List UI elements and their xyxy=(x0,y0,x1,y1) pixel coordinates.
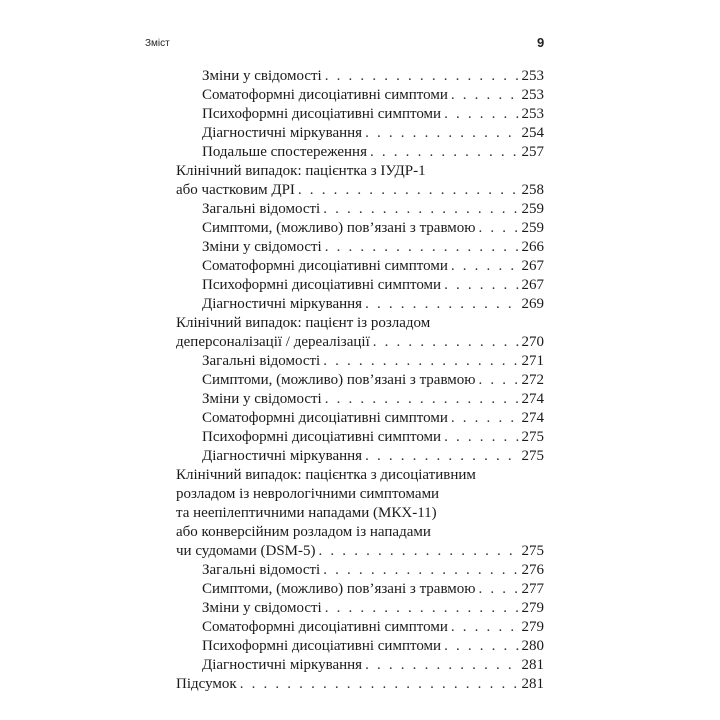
toc-dot-leader xyxy=(451,618,519,637)
toc-dot-leader xyxy=(325,238,519,257)
toc-dot-leader xyxy=(451,409,519,428)
toc-entry-page: 279 xyxy=(521,600,544,616)
toc-entry xyxy=(176,67,544,86)
toc-entry-title: або конверсійним розладом із нападами xyxy=(176,524,431,540)
toc-entry-title: Діагностичні міркування xyxy=(202,125,363,141)
toc-entry-title: Загальні відомості xyxy=(202,201,321,217)
toc-entry-title: Зміни у свідомості xyxy=(202,239,322,255)
toc-entry xyxy=(176,162,544,181)
toc-entry-title: деперсоналізації / дереалізації xyxy=(176,334,370,350)
toc-entry xyxy=(176,466,544,485)
toc-entry xyxy=(176,523,544,542)
toc-dot-leader xyxy=(444,637,518,656)
toc-entry-page: 271 xyxy=(521,353,544,369)
toc-entry-page: 274 xyxy=(521,410,544,426)
toc-entry-title: Діагностичні міркування xyxy=(202,296,363,312)
toc-entry-title: Психоформні дисоціативні симптоми xyxy=(202,638,442,654)
toc-entry-page: 275 xyxy=(521,543,544,559)
toc-dot-leader xyxy=(325,67,519,86)
toc-entry xyxy=(176,124,544,143)
toc-entry-title: Клінічний випадок: пацієнт із розладом xyxy=(176,315,431,331)
toc-dot-leader xyxy=(365,656,518,675)
toc-entry-title: Подальше спостереження xyxy=(202,144,367,160)
toc-dot-leader xyxy=(325,390,519,409)
toc-dot-leader xyxy=(325,599,519,618)
toc-dot-leader xyxy=(323,561,518,580)
toc-entry-page: 267 xyxy=(521,277,544,293)
toc-entry-page: 254 xyxy=(521,125,544,141)
toc-entry-page: 280 xyxy=(521,638,544,654)
toc-entry xyxy=(176,428,544,447)
toc-entry xyxy=(176,485,544,504)
toc-entry-title: Загальні відомості xyxy=(202,353,321,369)
page-number: 9 xyxy=(537,35,545,50)
toc-entry xyxy=(176,371,544,390)
running-head: Зміст xyxy=(145,38,170,49)
toc-entry-title: Діагностичні міркування xyxy=(202,448,363,464)
toc-dot-leader xyxy=(373,333,519,352)
toc-entry xyxy=(176,276,544,295)
toc-entry-title: Соматоформні дисоціативні симптоми xyxy=(202,410,448,426)
toc-entry-page: 276 xyxy=(521,562,544,578)
toc-dot-leader xyxy=(370,143,519,162)
toc-entry-page: 281 xyxy=(521,676,544,692)
toc-entry-page: 259 xyxy=(521,220,544,236)
toc-entry xyxy=(176,314,544,333)
toc-dot-leader xyxy=(365,447,518,466)
toc-entry-title: Клінічний випадок: пацієнтка з дисоціативним xyxy=(176,467,476,483)
toc-entry xyxy=(176,656,544,675)
toc-entry-title: Діагностичні міркування xyxy=(202,657,363,673)
toc-dot-leader xyxy=(479,371,519,390)
toc-entry-page: 253 xyxy=(521,87,544,103)
toc-entry-page: 257 xyxy=(521,144,544,160)
toc-entry-title: Зміни у свідомості xyxy=(202,600,322,616)
toc-entry xyxy=(176,200,544,219)
toc-entry-page: 274 xyxy=(521,391,544,407)
toc-entry xyxy=(176,333,544,352)
toc-entry xyxy=(176,580,544,599)
toc-entry-title: Симптоми, (можливо) пов’язані з травмою xyxy=(202,581,476,597)
toc-entry xyxy=(176,447,544,466)
toc-entry xyxy=(176,257,544,276)
toc-entry-title: та неепілептичними нападами (МКХ-11) xyxy=(176,505,437,521)
toc-entry-title: Соматоформні дисоціативні симптоми xyxy=(202,87,448,103)
toc-entry xyxy=(176,542,544,561)
toc-entry xyxy=(176,295,544,314)
toc-entry-title: розладом із неврологічними симптомами xyxy=(176,486,440,502)
toc-entry-page: 258 xyxy=(521,182,544,198)
toc-entry xyxy=(176,390,544,409)
toc-dot-leader xyxy=(319,542,519,561)
toc-dot-leader xyxy=(444,105,518,124)
toc-entry-page: 269 xyxy=(521,296,544,312)
toc-entry xyxy=(176,561,544,580)
toc-entry-page: 277 xyxy=(521,581,544,597)
toc-dot-leader xyxy=(451,257,519,276)
toc-entry xyxy=(176,409,544,428)
toc-entry-page: 267 xyxy=(521,258,544,274)
toc-entry-title: Психоформні дисоціативні симптоми xyxy=(202,277,442,293)
toc-entry-title: Психоформні дисоціативні симптоми xyxy=(202,106,442,122)
toc-entry xyxy=(176,599,544,618)
toc-entry-title: чи судомами (DSM-5) xyxy=(176,543,316,559)
toc-entry-title: Зміни у свідомості xyxy=(202,68,322,84)
toc-entry-title: або частковим ДРІ xyxy=(176,182,295,198)
toc-entry xyxy=(176,238,544,257)
toc-entry xyxy=(176,504,544,523)
toc-entry xyxy=(176,86,544,105)
toc-entry-page: 279 xyxy=(521,619,544,635)
toc-dot-leader xyxy=(479,580,519,599)
toc-dot-leader xyxy=(365,295,518,314)
toc-entry-title: Підсумок xyxy=(176,676,237,692)
toc-entry-title: Симптоми, (можливо) пов’язані з травмою xyxy=(202,372,476,388)
toc-entry-page: 272 xyxy=(521,372,544,388)
toc-dot-leader xyxy=(323,352,518,371)
toc-entry xyxy=(176,105,544,124)
toc-entry xyxy=(176,618,544,637)
toc-entry-title: Психоформні дисоціативні симптоми xyxy=(202,429,442,445)
toc-entry-title: Симптоми, (можливо) пов’язані з травмою xyxy=(202,220,476,236)
toc-entry xyxy=(176,181,544,200)
toc-entry-title: Загальні відомості xyxy=(202,562,321,578)
toc-entry-page: 253 xyxy=(521,106,544,122)
toc-entry xyxy=(176,352,544,371)
toc-dot-leader xyxy=(298,181,519,200)
toc-entry-page: 270 xyxy=(521,334,544,350)
toc-entry xyxy=(176,675,544,694)
toc-entry-page: 259 xyxy=(521,201,544,217)
toc-dot-leader xyxy=(365,124,518,143)
toc-dot-leader xyxy=(323,200,518,219)
toc-entry-title: Клінічний випадок: пацієнтка з ІУДР-1 xyxy=(176,163,426,179)
toc-entry-page: 275 xyxy=(521,429,544,445)
toc-dot-leader xyxy=(240,675,519,694)
toc-entry-page: 281 xyxy=(521,657,544,673)
toc-entry xyxy=(176,637,544,656)
toc-dot-leader xyxy=(444,276,518,295)
toc-entry xyxy=(176,219,544,238)
toc-entry-page: 253 xyxy=(521,68,544,84)
toc-entry-title: Зміни у свідомості xyxy=(202,391,322,407)
toc-dot-leader xyxy=(479,219,519,238)
toc-entry-title: Соматоформні дисоціативні симптоми xyxy=(202,258,448,274)
toc-entry-page: 266 xyxy=(521,239,544,255)
table-of-contents xyxy=(176,67,544,694)
toc-dot-leader xyxy=(444,428,518,447)
toc-entry xyxy=(176,143,544,162)
toc-dot-leader xyxy=(451,86,519,105)
toc-entry-page: 275 xyxy=(521,448,544,464)
toc-entry-title: Соматоформні дисоціативні симптоми xyxy=(202,619,448,635)
